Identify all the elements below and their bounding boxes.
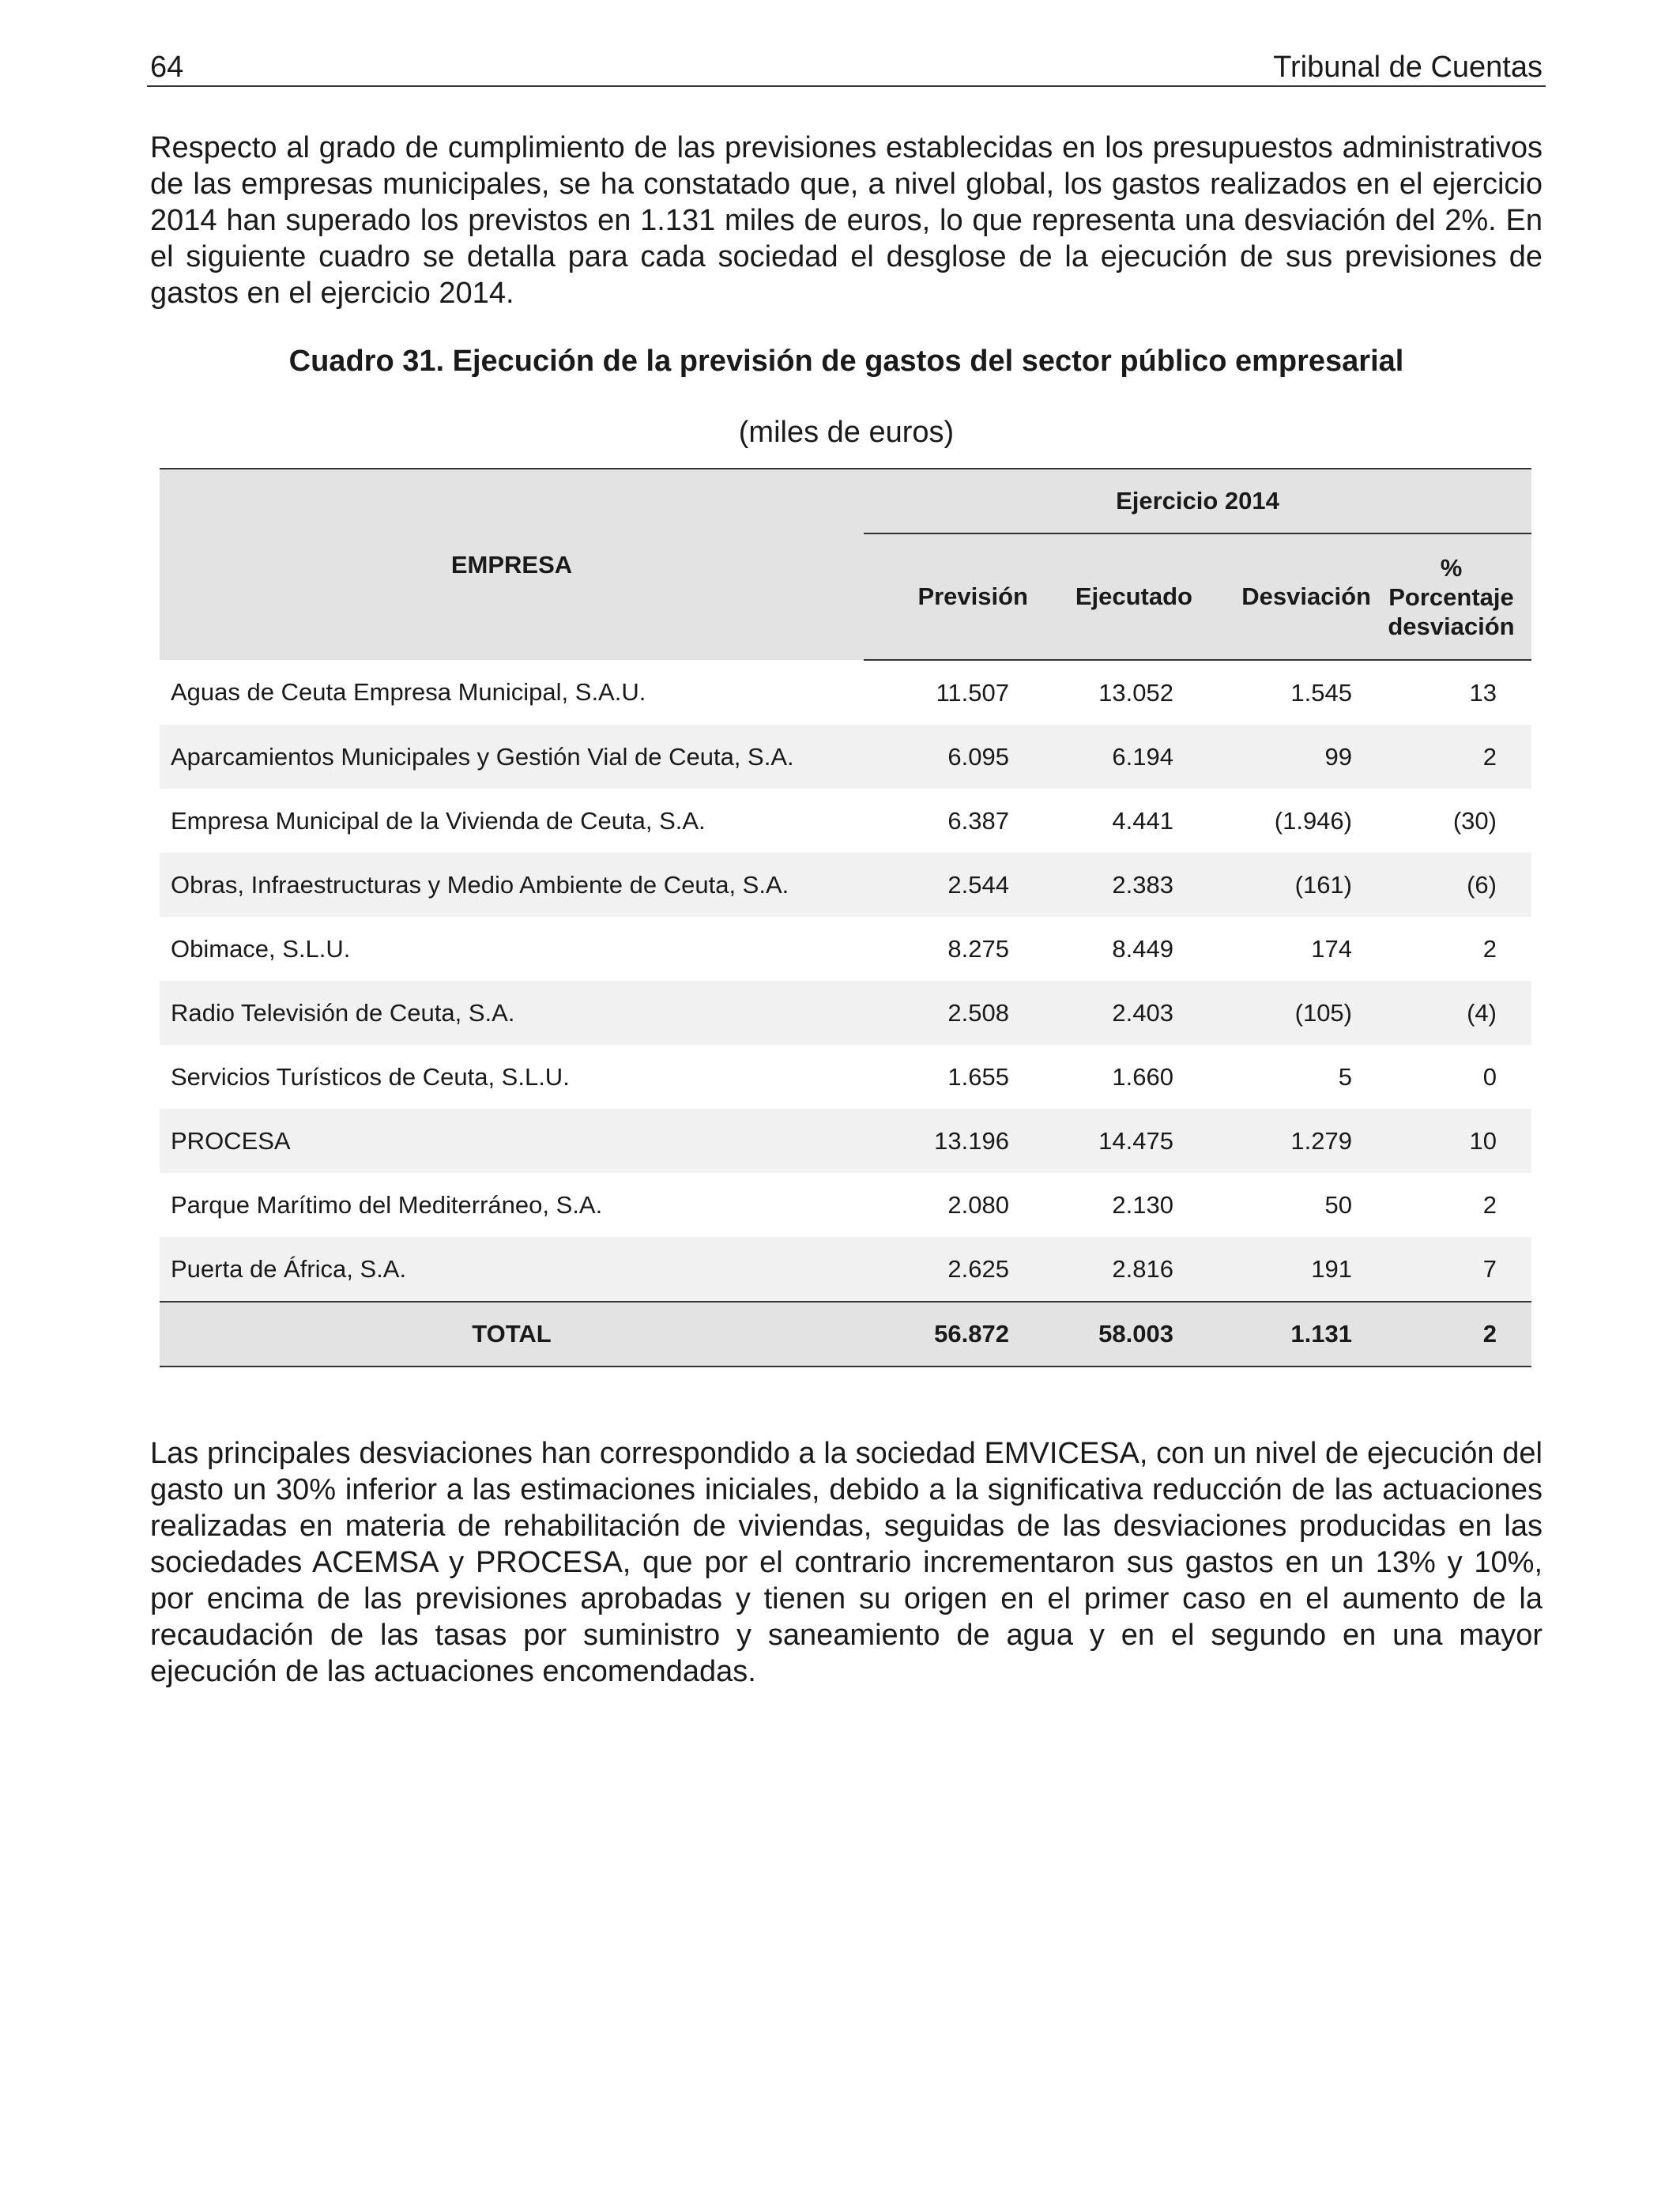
header-pct-symbol: % <box>1440 553 1463 582</box>
cell-prevision: 11.507 <box>936 678 1009 707</box>
cell-desviacion: 174 <box>1311 934 1352 963</box>
cell-porcentaje: 13 <box>1469 678 1497 707</box>
header-empresa: EMPRESA <box>160 469 864 660</box>
header-ejercicio: Ejercicio 2014 <box>864 469 1531 533</box>
cell-porcentaje: 0 <box>1482 1062 1497 1091</box>
table-caption: Cuadro 31. Ejecución de la previsión de gastos del sector público empresarial <box>288 345 1404 378</box>
table-row <box>160 725 1531 789</box>
cell-desviacion: 191 <box>1192 1237 1371 1302</box>
total-desviacion: 1.131 <box>1192 1302 1371 1367</box>
conclusion-paragraph: Las principales desviaciones han correspondido a la sociedad EMVICESA, con un nivel de ejecución del gasto un 30% inferior a las estimaciones iniciales, debido a la significativa reducción de las actuaciones realizadas en materia de rehabilitación de viviendas, seguidas de las desviaciones producidas en las sociedades ACEMSA y PROCESA, que por el contrario incrementaron sus gastos en un 13% y 10%, por encima de las previsiones aprobadas y tienen su origen en el primer caso en el aumento de la recaudación de las tasas por suministro y saneamiento de agua y en el segundo en una mayor ejecución de las actuaciones encomendadas. <box>150 1437 1543 1688</box>
header-ejecutado: Ejecutado <box>1028 533 1192 660</box>
table-row <box>160 981 1531 1045</box>
cell-ejecutado: 1.660 <box>1112 1062 1173 1091</box>
table-row <box>160 660 1531 725</box>
table-row <box>160 1109 1531 1173</box>
cell-ejecutado: 14.475 <box>1028 1109 1192 1173</box>
cell-ejecutado: 2.403 <box>1028 981 1192 1045</box>
cell-prevision: 6.387 <box>947 806 1009 835</box>
cell-porcentaje: 2 <box>1482 934 1497 963</box>
table-row <box>160 1045 1531 1109</box>
cell-empresa: Radio Televisión de Ceuta, S.A. <box>160 981 864 1045</box>
cell-prevision: 2.625 <box>864 1237 1028 1302</box>
cell-desviacion: (161) <box>1192 853 1371 917</box>
cell-empresa: Aguas de Ceuta Empresa Municipal, S.A.U. <box>171 678 646 706</box>
page-number: 64 <box>150 51 184 84</box>
cell-empresa: Parque Marítimo del Mediterráneo, S.A. <box>171 1190 603 1219</box>
cell-desviacion: (105) <box>1192 981 1371 1045</box>
cell-desviacion: 1.279 <box>1192 1109 1371 1173</box>
header-prevision: Previsión <box>864 533 1028 660</box>
table-units: (miles de euros) <box>738 416 955 449</box>
cell-prevision: 6.095 <box>864 725 1028 789</box>
table-row <box>160 853 1531 917</box>
cell-porcentaje: 10 <box>1371 1109 1531 1173</box>
cell-ejecutado: 13.052 <box>1098 678 1173 707</box>
cell-desviacion: 50 <box>1324 1190 1352 1219</box>
expense-table <box>160 468 1531 1367</box>
cell-prevision: 13.196 <box>864 1109 1028 1173</box>
cell-ejecutado: 8.449 <box>1112 934 1173 963</box>
cell-porcentaje: 2 <box>1482 1190 1497 1219</box>
total-row <box>160 1302 1531 1367</box>
cell-empresa: Empresa Municipal de la Vivienda de Ceuta, S.A. <box>171 806 706 835</box>
table-row <box>160 1173 1531 1237</box>
cell-empresa: Obimace, S.L.U. <box>171 934 351 963</box>
cell-ejecutado: 6.194 <box>1028 725 1192 789</box>
page-header <box>147 47 1546 87</box>
total-label: TOTAL <box>160 1302 864 1367</box>
cell-prevision: 1.655 <box>947 1062 1009 1091</box>
cell-empresa: PROCESA <box>160 1109 864 1173</box>
cell-desviacion: (1.946) <box>1274 806 1352 835</box>
cell-porcentaje: 7 <box>1371 1237 1531 1302</box>
cell-ejecutado: 2.383 <box>1028 853 1192 917</box>
cell-prevision: 2.508 <box>864 981 1028 1045</box>
cell-porcentaje: (4) <box>1371 981 1531 1045</box>
cell-empresa: Obras, Infraestructuras y Medio Ambiente de Ceuta, S.A. <box>160 853 864 917</box>
total-prevision: 56.872 <box>864 1302 1028 1367</box>
cell-empresa: Servicios Turísticos de Ceuta, S.L.U. <box>171 1062 570 1091</box>
table-body <box>160 660 1531 1367</box>
cell-prevision: 2.080 <box>947 1190 1009 1219</box>
intro-paragraph: Respecto al grado de cumplimiento de las previsiones establecidas en los presupuestos administrativos de las empresas municipales, se ha constatado que, a nivel global, los gastos realizados en el ejercicio 2014 han superado los previstos en 1.131 miles de euros, lo que representa una desviación del 2%. En el siguiente cuadro se detalla para cada sociedad el desglose de la ejecución de sus previsiones de gastos en el ejercicio 2014. <box>150 131 1543 310</box>
cell-porcentaje: (30) <box>1452 806 1497 835</box>
cell-desviacion: 1.545 <box>1290 678 1352 707</box>
header-pct-word: Porcentaje <box>1388 582 1514 611</box>
cell-empresa: Puerta de África, S.A. <box>160 1237 864 1302</box>
table-row <box>160 789 1531 853</box>
cell-prevision: 8.275 <box>947 934 1009 963</box>
cell-ejecutado: 2.130 <box>1112 1190 1173 1219</box>
cell-prevision: 2.544 <box>864 853 1028 917</box>
cell-desviacion: 5 <box>1338 1062 1352 1091</box>
total-porcentaje: 2 <box>1371 1302 1531 1367</box>
cell-desviacion: 99 <box>1192 725 1371 789</box>
header-desviacion: Desviación <box>1192 533 1371 660</box>
header-porcentaje <box>1371 533 1531 660</box>
header-pct-desviacion: desviación <box>1388 612 1515 640</box>
table-row <box>160 1237 1531 1302</box>
cell-empresa: Aparcamientos Municipales y Gestión Vial de Ceuta, S.A. <box>160 725 864 789</box>
cell-ejecutado: 2.816 <box>1028 1237 1192 1302</box>
cell-ejecutado: 4.441 <box>1112 806 1173 835</box>
cell-porcentaje: (6) <box>1371 853 1531 917</box>
table-row <box>160 917 1531 981</box>
cell-porcentaje: 2 <box>1371 725 1531 789</box>
total-ejecutado: 58.003 <box>1028 1302 1192 1367</box>
publication-title: Tribunal de Cuentas <box>1273 51 1543 84</box>
